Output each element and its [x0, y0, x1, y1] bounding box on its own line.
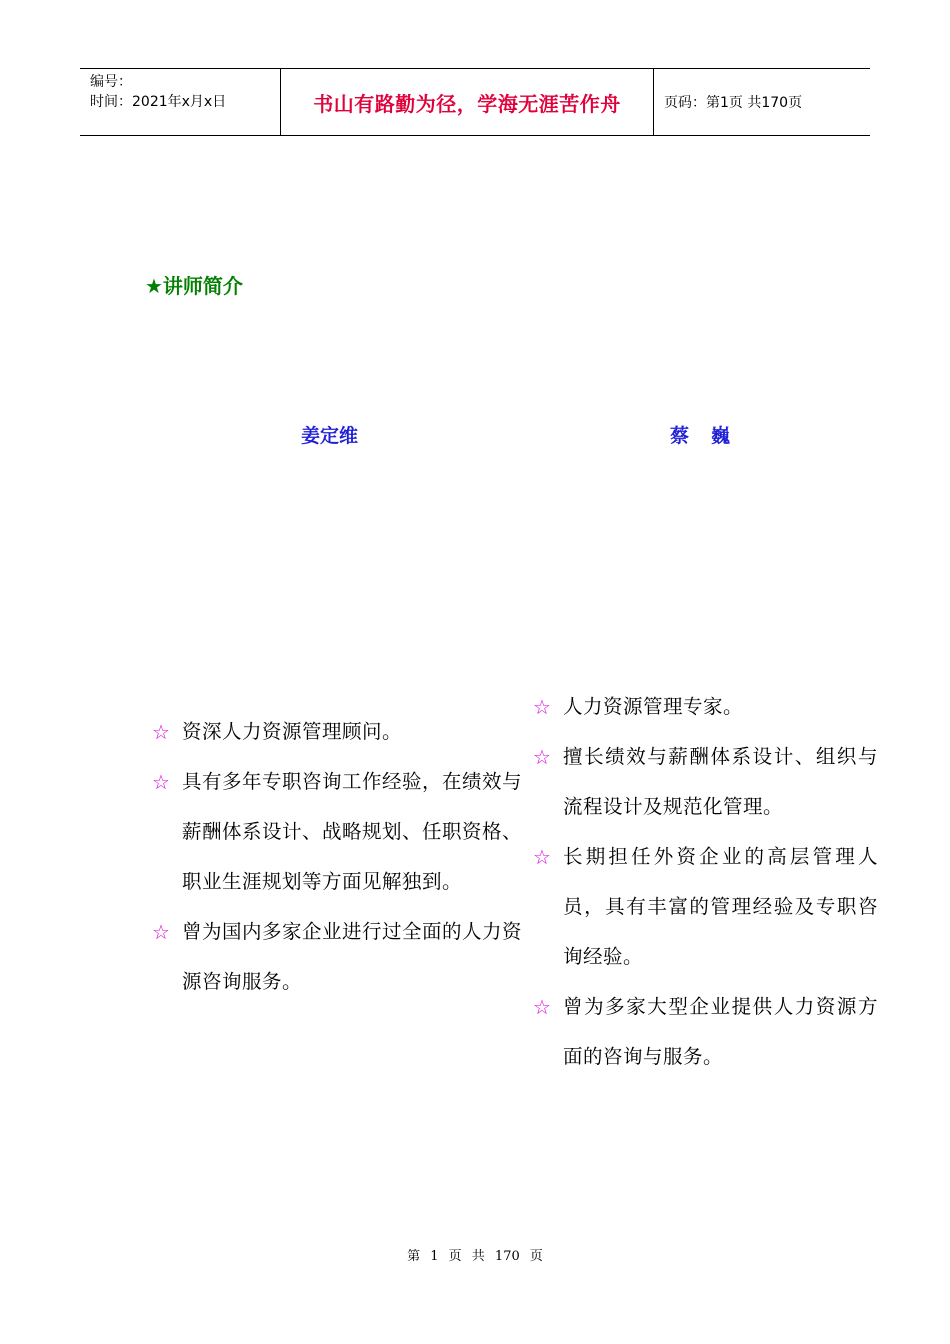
- bio-item: [533, 732, 878, 832]
- bio-text: 曾为多家大型企业提供人力资源方面的咨询与服务。: [563, 995, 878, 1068]
- bio-item: [533, 832, 878, 982]
- lecturer-name-2: 蔡巍: [670, 425, 753, 447]
- header-motto-cell: [281, 69, 654, 135]
- section-title: ★讲师简介: [145, 274, 243, 298]
- lecturer-name-1: 姜定维: [301, 425, 359, 447]
- star-outline-icon: ☆: [152, 720, 170, 744]
- bio-text: 资深人力资源管理顾问。: [182, 720, 403, 743]
- star-outline-icon: ☆: [533, 695, 551, 719]
- bio-item: [152, 707, 522, 757]
- bio-item: [152, 757, 522, 907]
- star-outline-icon: ☆: [533, 845, 551, 869]
- bio-item: [533, 682, 878, 732]
- page-info: 页码：第1页 共170页: [664, 95, 803, 111]
- bio-item: [533, 982, 878, 1082]
- time-label: 时间：2021年x月x日: [90, 94, 227, 110]
- header-page-cell: [654, 69, 870, 135]
- page-footer: 第 1 页 共 170 页: [407, 1249, 543, 1264]
- page-header: [80, 68, 870, 136]
- star-outline-icon: ☆: [152, 920, 170, 944]
- star-outline-icon: ☆: [533, 995, 551, 1019]
- lecturer-1-bio: [152, 707, 522, 1007]
- motto-text: 书山有路勤为径，学海无涯苦作舟: [313, 91, 621, 116]
- bio-text: 具有多年专职咨询工作经验，在绩效与薪酬体系设计、战略规划、任职资格、职业生涯规划等方面见解独到。: [182, 770, 523, 893]
- bio-text: 人力资源管理专家。: [563, 695, 744, 718]
- bio-text: 曾为国内多家企业进行过全面的人力资源咨询服务。: [182, 920, 523, 993]
- lecturer-2-bio: [533, 682, 878, 1082]
- bio-item: [152, 907, 522, 1007]
- star-outline-icon: ☆: [152, 770, 170, 794]
- bio-text: 长期担任外资企业的高层管理人员，具有丰富的管理经验及专职咨询经验。: [563, 845, 878, 968]
- bio-text: 擅长绩效与薪酬体系设计、组织与流程设计及规范化管理。: [563, 745, 878, 818]
- star-outline-icon: ☆: [533, 745, 551, 769]
- serial-label: 编号：: [90, 74, 132, 90]
- header-meta-cell: [80, 69, 281, 135]
